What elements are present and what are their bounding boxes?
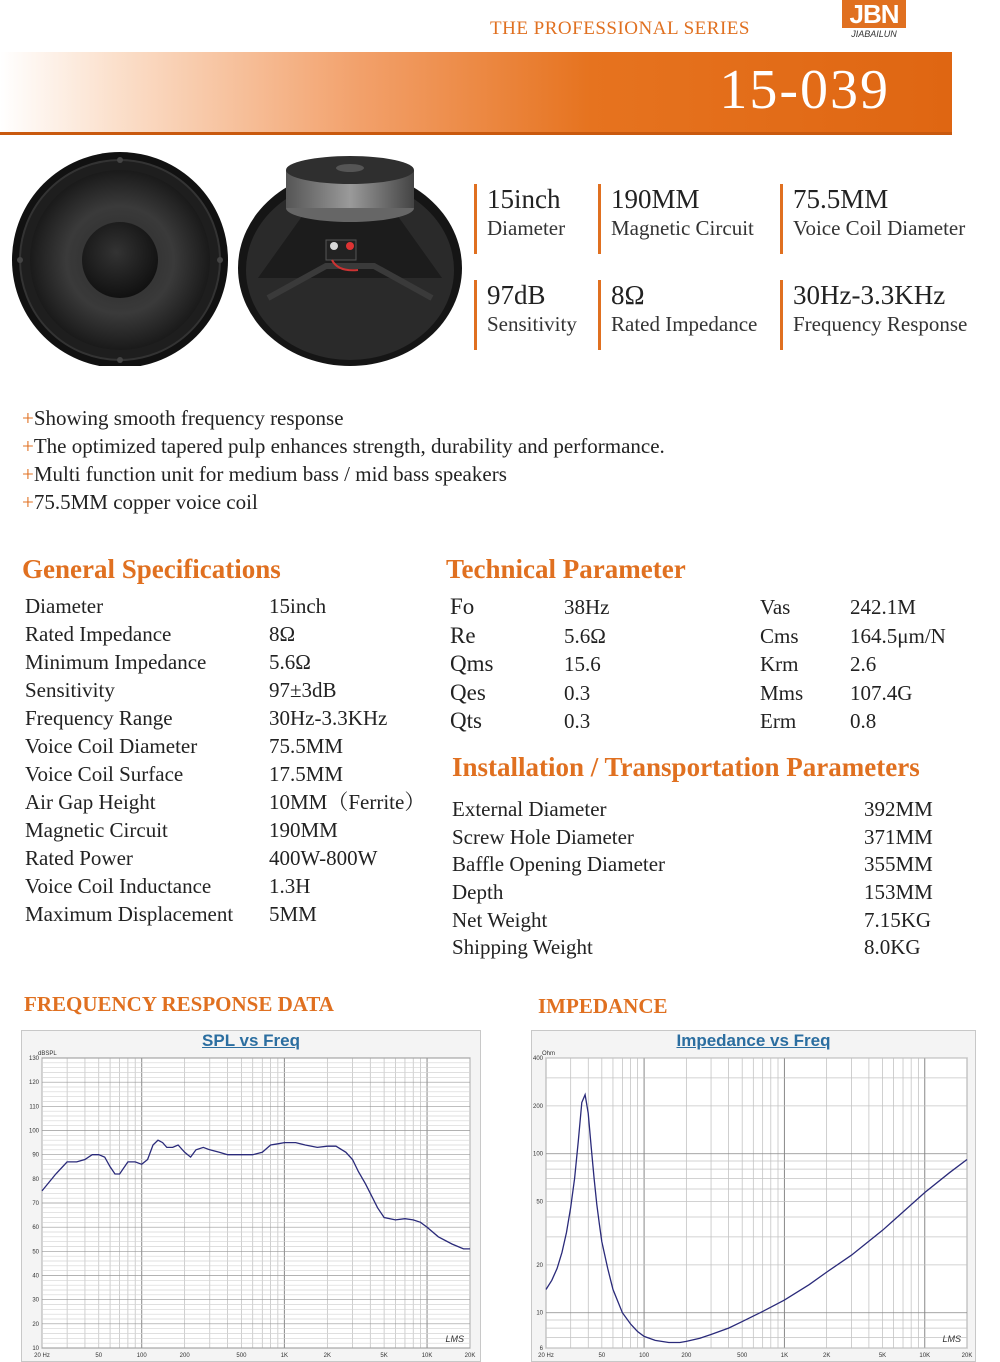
impedance-chart [532,1031,975,1361]
x-tick-label: 5K [878,1353,887,1359]
feature-item: +75.5MM copper voice coil [22,490,258,514]
spec-label: Diameter [25,594,104,618]
spec-label: Depth [452,880,504,905]
speaker-front-view [12,152,228,366]
spec-value: 392MM [864,797,933,821]
spec-label: Mms [760,680,804,705]
feature-item: +The optimized tapered pulp enhances strength, durability and performance. [22,434,665,458]
spec-value: 0.3 [564,709,591,733]
x-tick-label: 20 Hz [538,1353,554,1359]
spec-label: Qms [450,651,494,676]
plot-area [546,1058,967,1348]
y-tick-label: 50 [32,1249,39,1256]
install-row [452,795,992,823]
spec-value: 38Hz [564,595,610,619]
param-row [450,707,990,736]
general-specs-heading: General Specifications [22,554,281,584]
spec-row [25,816,445,844]
x-tick-label: 10K [919,1353,931,1359]
y-tick-label: 20 [32,1321,39,1328]
x-tick-label: 10K [421,1353,433,1359]
spec-label: Krm [760,652,799,676]
spec-label: Magnetic Circuit [25,818,168,842]
spec-value: 1.3H [269,874,311,898]
spec-value: 0.3 [564,680,591,705]
feature-item: +Multi function unit for medium bass / mid bass speakers [22,462,507,486]
logo-subtitle: JIABAILUN [851,29,897,39]
y-tick-label: 70 [32,1201,39,1207]
speaker-photo [8,148,472,366]
spec-label: Minimum Impedance [25,650,207,674]
spec-row [25,788,445,816]
spec-value: 355MM [864,852,933,877]
highlight-frequency-response [780,280,992,350]
y-axis-label: dBSPL [38,1051,57,1057]
spec-value: 242.1M [850,595,916,619]
spec-value: 10MM（Ferrite） [269,790,426,814]
general-specs-table [25,592,445,928]
frequency-response-heading: FREQUENCY RESPONSE DATA [24,992,334,1016]
spec-value: 15inch [269,594,327,618]
y-tick-label: 20 [536,1262,543,1269]
spec-label: Frequency Range [25,706,173,730]
y-tick-label: 10 [32,1346,39,1352]
y-tick-label: 90 [32,1152,39,1159]
spec-value: 30Hz-3.3KHz [269,706,388,730]
spec-label: Vas [760,595,791,619]
x-tick-label: 100 [639,1353,650,1359]
x-tick-label: 1K [780,1353,789,1359]
spec-label: Baffle Opening Diameter [452,852,666,877]
spec-label: Cms [760,623,799,648]
y-tick-label: 400 [532,1056,543,1062]
spec-row [25,900,445,928]
spec-value: 7.15KG [864,907,932,932]
x-tick-label: 2K [822,1353,831,1359]
y-tick-label: 110 [29,1104,39,1111]
spec-label: Erm [760,709,797,733]
spec-label: Re [450,622,476,648]
brand-logo [834,0,914,44]
highlight-value: 190MM [611,184,700,214]
model-number: 15-039 [719,59,890,121]
spec-value: 164.5μm/N [850,623,946,648]
highlight-voice-coil [780,184,992,254]
y-tick-label: 100 [532,1151,543,1158]
y-tick-label: 50 [536,1199,543,1206]
spec-label: Voice Coil Surface [25,762,184,786]
spec-label: Voice Coil Diameter [25,734,198,758]
highlight-value: 30Hz-3.3KHz [793,280,946,310]
y-tick-label: 200 [532,1103,543,1110]
spl-chart-title: SPL vs Freq [202,1031,300,1050]
spec-label: Air Gap Height [25,790,156,814]
technical-parameter-table [450,593,990,736]
x-tick-label: 1K [280,1353,289,1359]
y-tick-label: 130 [28,1056,39,1062]
spec-label: Sensitivity [25,678,115,702]
x-tick-label: 50 [95,1353,103,1359]
spec-label: Screw Hole Diameter [452,824,634,849]
x-tick-label: 200 [179,1353,190,1359]
spec-label: Qts [450,708,482,733]
x-tick-label: 20K [961,1353,973,1359]
y-tick-label: 60 [32,1225,39,1232]
spec-row [25,760,445,788]
spec-value: 15.6 [564,652,601,676]
spec-label: Voice Coil Inductance [25,874,212,898]
highlight-label: Sensitivity [487,312,577,336]
installation-heading: Installation / Transportation Parameters [452,752,920,782]
logo-mark: JBN [842,0,906,28]
spec-row [25,732,445,760]
x-tick-label: 50 [598,1353,606,1359]
spec-label: Shipping Weight [452,935,593,960]
series-title: THE PROFESSIONAL SERIES [490,18,750,39]
technical-parameter-heading: Technical Parameter [446,554,686,584]
x-tick-label: 20K [464,1353,476,1359]
spec-label: Net Weight [452,907,548,932]
param-row [450,650,990,679]
spec-label: Rated Power [25,846,133,870]
speaker-rear-view [238,156,462,366]
spec-value: 8Ω [269,622,296,646]
spec-value: 97±3dB [269,678,337,702]
highlight-value: 97dB [487,280,546,310]
x-tick-label: 500 [737,1353,748,1359]
highlight-label: Diameter [487,216,566,240]
spec-value: 5MM [269,902,317,926]
x-tick-label: 200 [681,1353,692,1359]
impedance-chart-panel [531,1030,976,1362]
installation-table [452,795,992,961]
feature-list [22,404,665,516]
y-tick-label: 40 [32,1273,39,1280]
spec-label: Qes [450,679,486,705]
install-row [452,823,992,851]
spec-label: Maximum Displacement [25,902,234,926]
param-row [450,679,990,708]
highlight-label: Voice Coil Diameter [793,216,966,240]
spl-chart-panel [21,1030,481,1362]
spec-value: 5.6Ω [269,650,311,674]
spec-label: Fo [450,594,475,619]
lms-watermark: LMS [445,1334,464,1344]
impedance-heading: IMPEDANCE [538,994,668,1018]
highlight-value: 15inch [487,184,561,214]
highlight-label: Magnetic Circuit [611,216,754,240]
spec-row [25,676,445,704]
install-row [452,850,992,878]
y-tick-label: 80 [32,1176,39,1183]
x-tick-label: 100 [136,1353,147,1359]
spec-row [25,620,445,648]
spec-label: External Diameter [452,797,607,821]
impedance-chart-title: Impedance vs Freq [676,1031,831,1050]
install-row [452,878,992,906]
spec-label: Rated Impedance [25,622,172,646]
spec-value: 2.6 [850,652,877,676]
spec-value: 0.8 [850,709,877,733]
highlight-label: Frequency Response [793,312,968,336]
highlight-label: Rated Impedance [611,312,758,336]
spec-row [25,844,445,872]
spec-value: 400W-800W [269,846,378,870]
x-tick-label: 500 [236,1353,247,1359]
x-tick-label: 2K [323,1353,332,1359]
x-tick-label: 5K [380,1353,388,1359]
spec-value: 190MM [269,818,338,842]
spec-value: 75.5MM [269,734,344,758]
spec-value: 5.6Ω [564,623,606,648]
spec-value: 153MM [864,880,933,905]
param-row [450,622,990,651]
spec-row [25,872,445,900]
y-tick-label: 10 [536,1310,543,1317]
highlight-value: 75.5MM [793,184,889,214]
y-axis-label: Ohm [542,1051,556,1057]
spec-row [25,592,445,620]
highlight-value: 8Ω [611,280,645,310]
spec-value: 371MM [864,824,933,849]
spec-row [25,648,445,676]
highlight-rated-impedance [598,280,778,350]
spec-value: 8.0KG [864,935,921,960]
spec-value: 17.5MM [269,762,344,786]
highlight-magnetic-circuit [598,184,778,254]
y-tick-label: 100 [28,1128,39,1135]
lms-watermark: LMS [942,1334,961,1344]
param-row [450,593,990,622]
install-row [452,906,992,934]
spl-chart [22,1031,480,1361]
y-tick-label: 120 [28,1080,39,1087]
spec-row [25,704,445,732]
x-tick-label: 20 Hz [34,1353,50,1359]
spec-value: 107.4G [850,680,913,705]
install-row [452,933,992,961]
y-tick-label: 30 [32,1297,39,1304]
y-tick-label: 6 [539,1346,543,1352]
feature-item: +Showing smooth frequency response [22,406,344,430]
